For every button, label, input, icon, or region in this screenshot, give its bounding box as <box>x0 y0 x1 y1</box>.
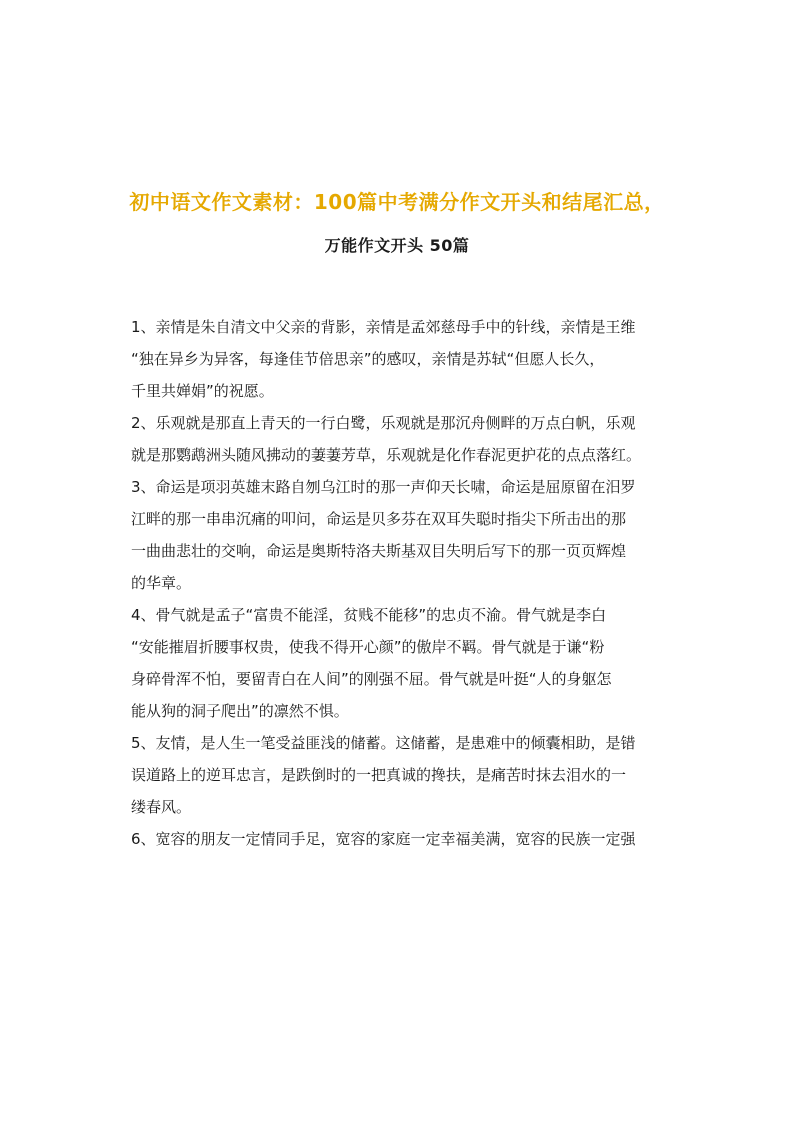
text-line: 一曲曲悲壮的交响，命运是奥斯特洛夫斯基双目失明后写下的那一页页辉煌 <box>131 542 627 560</box>
text-line: “独在异乡为异客，每逢佳节倍思亲”的感叹，亲情是苏轼“但愿人长久， <box>131 350 605 368</box>
text-line: 就是那鹦鹉洲头随风拂动的萋萋芳草，乐观就是化作春泥更护花的点点落红。 <box>131 446 642 464</box>
text-line: 身碎骨浑不怕，要留青白在人间”的刚强不屈。骨气就是叶挺“人的身躯怎 <box>131 670 612 688</box>
text-line: 5、友情，是人生一笔受益匪浅的储蓄。这储蓄，是患难中的倾囊相助，是错 <box>131 734 636 752</box>
paragraph-6 <box>131 823 671 855</box>
text-line: 6、宽容的朋友一定情同手足，宽容的家庭一定幸福美满，宽容的民族一定强 <box>131 830 636 848</box>
text-line: 江畔的那一串串沉痛的叩问，命运是贝多芬在双耳失聪时指尖下所击出的那 <box>131 510 627 528</box>
text-line: 能从狗的洞子爬出”的凛然不惧。 <box>131 702 349 720</box>
paragraph-1 <box>131 311 671 407</box>
text-line: 缕春风。 <box>131 798 192 816</box>
text-line: 千里共婵娟”的祝愿。 <box>131 382 274 400</box>
text-line: 2、乐观就是那直上青天的一行白鹭，乐观就是那沉舟侧畔的万点白帆，乐观 <box>131 414 636 432</box>
paragraph-4 <box>131 599 671 727</box>
document-body <box>131 311 671 855</box>
text-line: 1、亲情是朱自清文中父亲的背影，亲情是孟郊慈母手中的针线，亲情是王维 <box>131 318 636 336</box>
text-line: “安能摧眉折腰事权贵，使我不得开心颜”的傲岸不羁。骨气就是于谦“粉 <box>131 638 605 656</box>
text-line: 误道路上的逆耳忠言，是跌倒时的一把真诚的搀扶，是痛苦时抹去泪水的一 <box>131 766 627 784</box>
text-line: 3、命运是项羽英雄末路自刎乌江时的那一声仰天长啸，命运是屈原留在汨罗 <box>131 478 636 496</box>
document-subtitle: 万能作文开头 50篇 <box>324 236 470 255</box>
text-line: 4、骨气就是孟子“富贵不能淫，贫贱不能移”的忠贞不渝。骨气就是李白 <box>131 606 607 624</box>
text-line: 的华章。 <box>131 574 192 592</box>
paragraph-5 <box>131 727 671 823</box>
document-title: 初中语文作文素材：100篇中考满分作文开头和结尾汇总， <box>129 190 665 214</box>
paragraph-3 <box>131 471 671 599</box>
paragraph-2 <box>131 407 671 471</box>
